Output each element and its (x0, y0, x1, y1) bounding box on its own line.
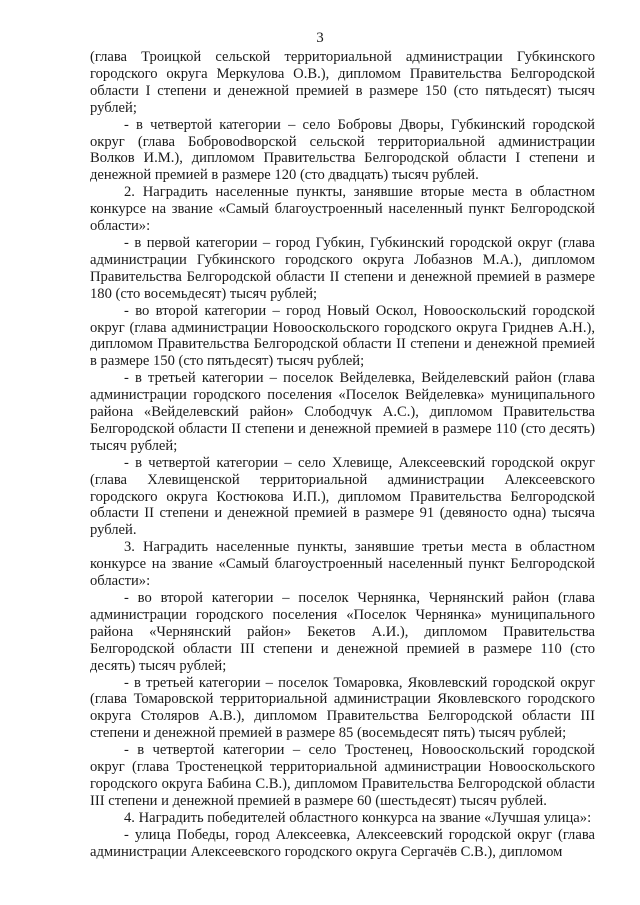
paragraph: - в третьей категории – поселок Томаровка, Яковлевский городской округ (глава Томаровской территориальной администрации Яковлевского городского округа Столяров А.В.), дипломом Правительства Белгородской области III степени и денежной премией в размере 85 (восемьдесят пять) тысяч рублей; (90, 674, 595, 742)
paragraph: - в четвертой категории – село Бобровы Дворы, Губкинский городской округ (глава Бобровodворской сельской территориальной администрации Волков И.М.), дипломом Правительства Белгородской области I степени и денежной премией в размере 120 (сто двадцать) тысяч рублей. (90, 116, 595, 184)
paragraph: - в четвертой категории – село Тростенец, Новооскольский городской округ (глава Тростенецкой территориальной администрации Новооскольского городского округа Бабина С.В.), дипломом Правительства Белгородской области III степени и денежной премией в размере 60 (шестьдесят) тысяч рублей. (90, 742, 595, 809)
paragraph: 2. Наградить населенные пункты, занявшие вторые места в областном конкурсе на звание «Самый благоустроенный населенный пункт Белгородской области»: (90, 184, 595, 235)
paragraph: 4. Наградить победителей областного конкурса на звание «Лучшая улица»: (124, 809, 592, 826)
paragraph: (глава Троицкой сельской территориальной администрации Губкинского городского округа Меркулова О.В.), дипломом Правительства Белгородской области I степени и денежной премией в размере 150 (сто пятьдесят) тысяч рублей; (90, 49, 595, 116)
paragraph: - в третьей категории – поселок Вейделевка, Вейделевский район (глава администрации городского поселения «Поселок Вейделевка» муниципального района «Вейделевский район» Слободчук А.С.), дипломом Правительства Белгородской области II степени и денежной премией в размере 110 (сто десять) тысяч рублей; (90, 370, 595, 454)
paragraph: - в первой категории – город Губкин, Губкинский городской округ (глава администрации Губкинского городского округа Лобазнов М.А.), дипломом Правительства Белгородской области II степени и денежной премией в размере 180 (сто восемьдесят) тысяч рублей; (90, 234, 595, 302)
paragraph: 3. Наградить населенные пункты, занявшие третьи места в областном конкурсе на звание «Самый благоустроенный населенный пункт Белгородской области»: (90, 539, 595, 590)
paragraph: - улица Победы, город Алексеевка, Алексеевский городской округ (глава администрации Алексеевского городского округа Сергачёв С.В.), дипломом (90, 826, 595, 860)
document-body (90, 49, 595, 861)
paragraph: - в четвертой категории – село Хлевище, Алексеевский городской округ (глава Хлевищенской территориальной администрации Алексеевского городского округа Костюкова И.П.), дипломом Правительства Белгородской области II степени и денежной премией в размере 91 (девяносто одна) тысяча рублей. (90, 454, 595, 539)
page-number: 3 (316, 30, 324, 46)
paragraph: - во второй категории – город Новый Оскол, Новооскольский городской округ (глава администрации Новооскольского городского округа Гриднев А.Н.), дипломом Правительства Белгородской области II степени и денежной премией в размере 150 (сто пятьдесят) тысяч рублей; (90, 302, 595, 370)
paragraph: - во второй категории – поселок Чернянка, Чернянский район (глава администрации городского поселения «Поселок Чернянка» муниципального района «Чернянский район» Бекетов А.И.), дипломом Правительства Белгородской области III степени и денежной премией в размере 110 (сто десять) тысяч рублей; (90, 590, 595, 674)
